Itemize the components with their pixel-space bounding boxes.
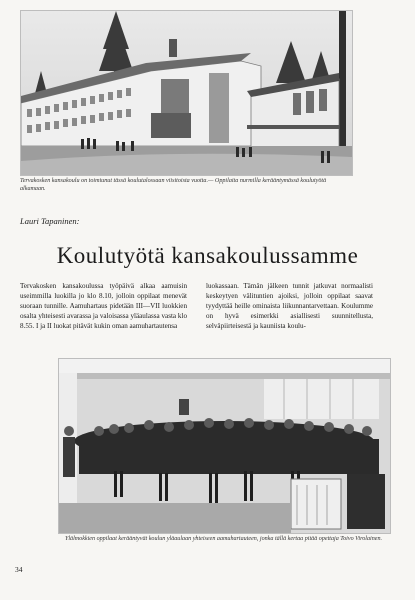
school-building-photo — [20, 10, 353, 176]
page-number: 34 — [15, 565, 23, 574]
assembly-photo — [58, 358, 391, 534]
article-column-right: luokassaan. Tämän jälkeen tunnit jatkuvat normaalisti keskeytyen välituntien ajoiksi, jolloin oppilaat saavat tyydyttää heille ominaista liikunnantarvettaan. Koulumme on hyvä esimerkki asiallisesti suunnitellusta, selväpiirteisestä ja kauniista koulu- — [206, 282, 373, 330]
article-author: Lauri Tapaninen: — [20, 216, 80, 226]
article-title: Koulutyötä kansakoulussamme — [56, 243, 359, 269]
assembly-image — [59, 359, 390, 533]
school-building-image — [21, 11, 352, 175]
bottom-photo-caption: Ylälmokkien oppilaat kerääntyvät koulun yläaulaan yhteiseen aamuhartauteen, jonka tällä kertaa pitää opettaja Toivo Virolainen. — [64, 536, 383, 542]
article-column-left: Tervakosken kansakoulussa työpäivä alkaa aamuisin useimmilla luokilla jo klo 8.10, jolloin oppilaat menevät suoraan tunnille. Aamuhartaus pidetään III—VII luokkien osalta yhteisesti avarassa ja valoisassa yläaulassa vasta klo 8.55. I ja II luokat pitävät kukin oman aamuhartautensa — [20, 282, 187, 330]
top-photo-caption: Tervakosken kansakoulu on toimiunut tässä koulutalossaan viisitoista vuotta.— Oppilaita nurmilla kerääntymässä koulutyötä alkamaan. — [20, 178, 327, 192]
